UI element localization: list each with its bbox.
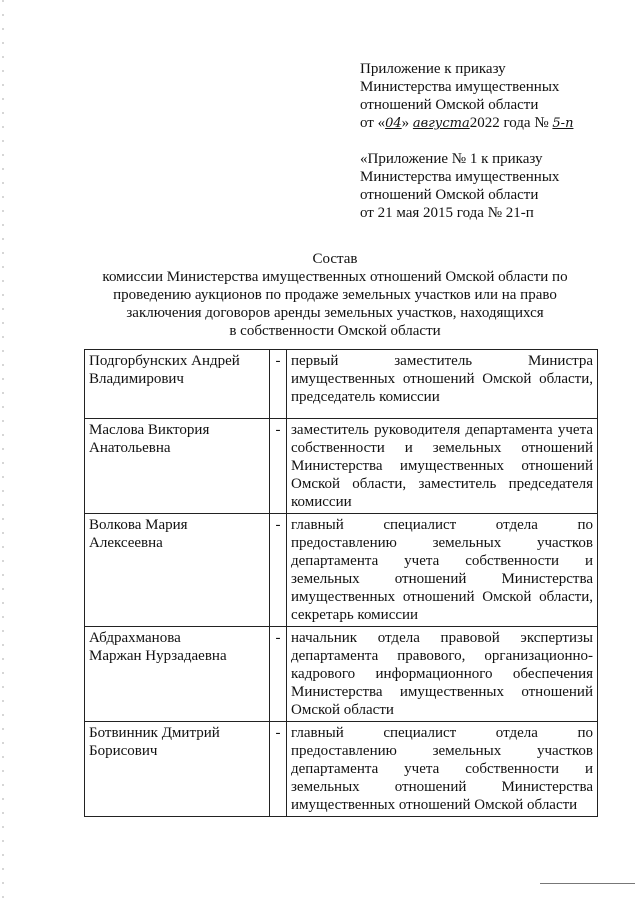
table-row: [85, 419, 598, 514]
member-surname-name: Подгорбунских Андрей: [89, 353, 240, 369]
member-surname-name: Абдрахманова: [89, 630, 181, 646]
member-patronymic: Владимирович: [89, 371, 184, 387]
title-line-4: заключения договоров аренды земельных участков, находящихся: [126, 305, 544, 321]
table-row: [85, 350, 598, 419]
scan-edge-marks: [2, 0, 4, 905]
prev-appendix-line-4: от 21 мая 2015 года № 21-п: [360, 205, 534, 221]
member-patronymic: Маржан Нурзадаевна: [89, 648, 227, 664]
prev-appendix-line-2: Министерства имущественных: [360, 169, 560, 185]
member-surname-name: Ботвинник Дмитрий: [89, 725, 220, 741]
dash-cell: -: [270, 722, 287, 817]
handwritten-day: 04: [385, 116, 402, 131]
member-surname-name: Маслова Виктория: [89, 422, 210, 438]
member-patronymic: Борисович: [89, 743, 158, 759]
member-role-cell: заместитель руководителя департамента учета собственности и земельных отношений Министерства имущественных отношений Омской области, заместитель председателя комиссии: [287, 419, 598, 514]
member-patronymic: Анатольевна: [89, 440, 171, 456]
date-suffix: 2022 года №: [469, 115, 553, 131]
prev-appendix-line-1: «Приложение № 1 к приказу: [360, 151, 543, 167]
title-line-5: в собственности Омской области: [229, 323, 441, 339]
member-name-cell: [85, 350, 270, 419]
member-name-cell: [85, 514, 270, 627]
handwritten-month: августа: [412, 116, 470, 131]
title-line-1: Состав: [312, 251, 358, 267]
title-line-2: комиссии Министерства имущественных отношений Омской области по: [102, 269, 568, 285]
member-name-cell: [85, 627, 270, 722]
member-surname-name: Волкова Мария: [89, 517, 188, 533]
prev-appendix-line-3: отношений Омской области: [360, 187, 539, 203]
table-row: [85, 514, 598, 627]
member-role-cell: главный специалист отдела по предоставлению земельных участков департамента учета собственности и земельных отношений Министерства имущественных отношений Омской области, секретарь комиссии: [287, 514, 598, 627]
appendix-header: [360, 60, 573, 133]
handwritten-number: 5-п: [552, 116, 574, 131]
member-role-cell: первый заместитель Министра имущественных отношений Омской области, председатель комиссии: [287, 350, 598, 419]
member-patronymic: Алексеевна: [89, 535, 163, 551]
previous-appendix-header: [360, 150, 559, 222]
appendix-line-3: отношений Омской области: [360, 97, 539, 113]
document-title: [90, 250, 580, 340]
appendix-line-4: [360, 114, 573, 133]
dash-cell: -: [270, 419, 287, 514]
table-row: [85, 722, 598, 817]
member-role-cell: начальник отдела правовой экспертизы департамента правового, организационно-кадрового информационного обеспечения Министерства имущественных отношений Омской области: [287, 627, 598, 722]
date-mid: »: [401, 115, 413, 131]
bottom-rule: [540, 883, 635, 884]
member-name-cell: [85, 419, 270, 514]
member-role-cell: главный специалист отдела по предоставлению земельных участков департамента учета собственности и земельных отношений Министерства имущественных отношений Омской области: [287, 722, 598, 817]
appendix-line-1: Приложение к приказу: [360, 61, 506, 77]
table-row: [85, 627, 598, 722]
dash-cell: -: [270, 514, 287, 627]
dash-cell: -: [270, 350, 287, 419]
title-line-3: проведению аукционов по продаже земельных участков или на право: [113, 287, 557, 303]
member-name-cell: [85, 722, 270, 817]
appendix-line-2: Министерства имущественных: [360, 79, 560, 95]
dash-cell: -: [270, 627, 287, 722]
commission-members-table: [84, 349, 598, 817]
date-prefix: от «: [360, 115, 386, 131]
